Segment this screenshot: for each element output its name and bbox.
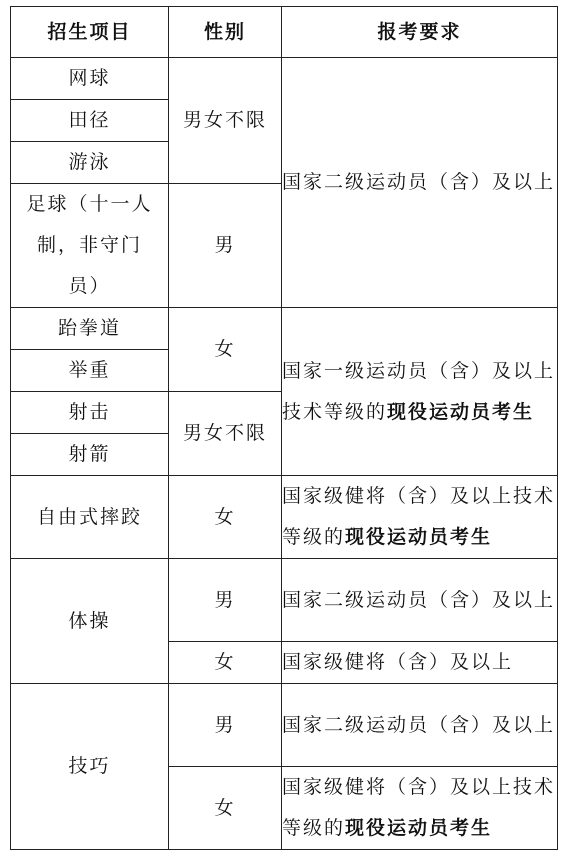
project-gymnastics: 体操 bbox=[11, 559, 169, 684]
gender-cell: 女 bbox=[169, 476, 282, 559]
requirement-cell: 国家级健将（含）及以上 bbox=[282, 642, 558, 684]
header-gender: 性别 bbox=[169, 7, 282, 58]
table-row bbox=[11, 684, 558, 767]
project-tennis: 网球 bbox=[11, 58, 169, 100]
table-row bbox=[11, 58, 558, 100]
requirement-text: 国家级健将（含）及以上技术等级的 bbox=[282, 485, 556, 548]
project-athletics: 田径 bbox=[11, 100, 169, 142]
gender-cell: 女 bbox=[169, 767, 282, 850]
gender-cell: 男女不限 bbox=[169, 392, 282, 476]
header-row bbox=[11, 7, 558, 58]
requirement-cell: 国家二级运动员（含）及以上 bbox=[282, 559, 558, 642]
requirement-emphasis: 现役运动员考生 bbox=[345, 817, 493, 839]
project-shooting: 射击 bbox=[11, 392, 169, 434]
table-row bbox=[11, 476, 558, 559]
requirement-emphasis: 现役运动员考生 bbox=[345, 526, 493, 548]
project-archery: 射箭 bbox=[11, 434, 169, 476]
requirement-cell: 国家二级运动员（含）及以上 bbox=[282, 684, 558, 767]
requirement-emphasis: 现役运动员考生 bbox=[387, 400, 535, 423]
project-wrestling: 自由式摔跤 bbox=[11, 476, 169, 559]
requirement-cell bbox=[282, 476, 558, 559]
gender-cell: 女 bbox=[169, 642, 282, 684]
header-requirement: 报考要求 bbox=[282, 7, 558, 58]
gender-cell: 男 bbox=[169, 559, 282, 642]
requirement-text: 国家级健将（含）及以上技术等级的 bbox=[282, 776, 556, 839]
project-swimming: 游泳 bbox=[11, 142, 169, 184]
project-football: 足球（十一人制，非守门员） bbox=[11, 184, 169, 308]
project-taekwondo: 跆拳道 bbox=[11, 308, 169, 350]
admission-requirements-table bbox=[10, 6, 558, 850]
project-weightlifting: 举重 bbox=[11, 350, 169, 392]
header-project: 招生项目 bbox=[11, 7, 169, 58]
requirement-cell bbox=[282, 308, 558, 476]
gender-cell: 男 bbox=[169, 184, 282, 308]
project-acrobatics: 技巧 bbox=[11, 684, 169, 850]
gender-cell: 女 bbox=[169, 308, 282, 392]
requirement-cell: 国家二级运动员（含）及以上 bbox=[282, 58, 558, 308]
gender-cell: 男女不限 bbox=[169, 58, 282, 184]
gender-cell: 男 bbox=[169, 684, 282, 767]
requirement-text: 国家一级运动员（含）及以上技术等级的 bbox=[282, 359, 556, 423]
requirement-cell bbox=[282, 767, 558, 850]
table-row bbox=[11, 559, 558, 642]
table-row bbox=[11, 308, 558, 350]
